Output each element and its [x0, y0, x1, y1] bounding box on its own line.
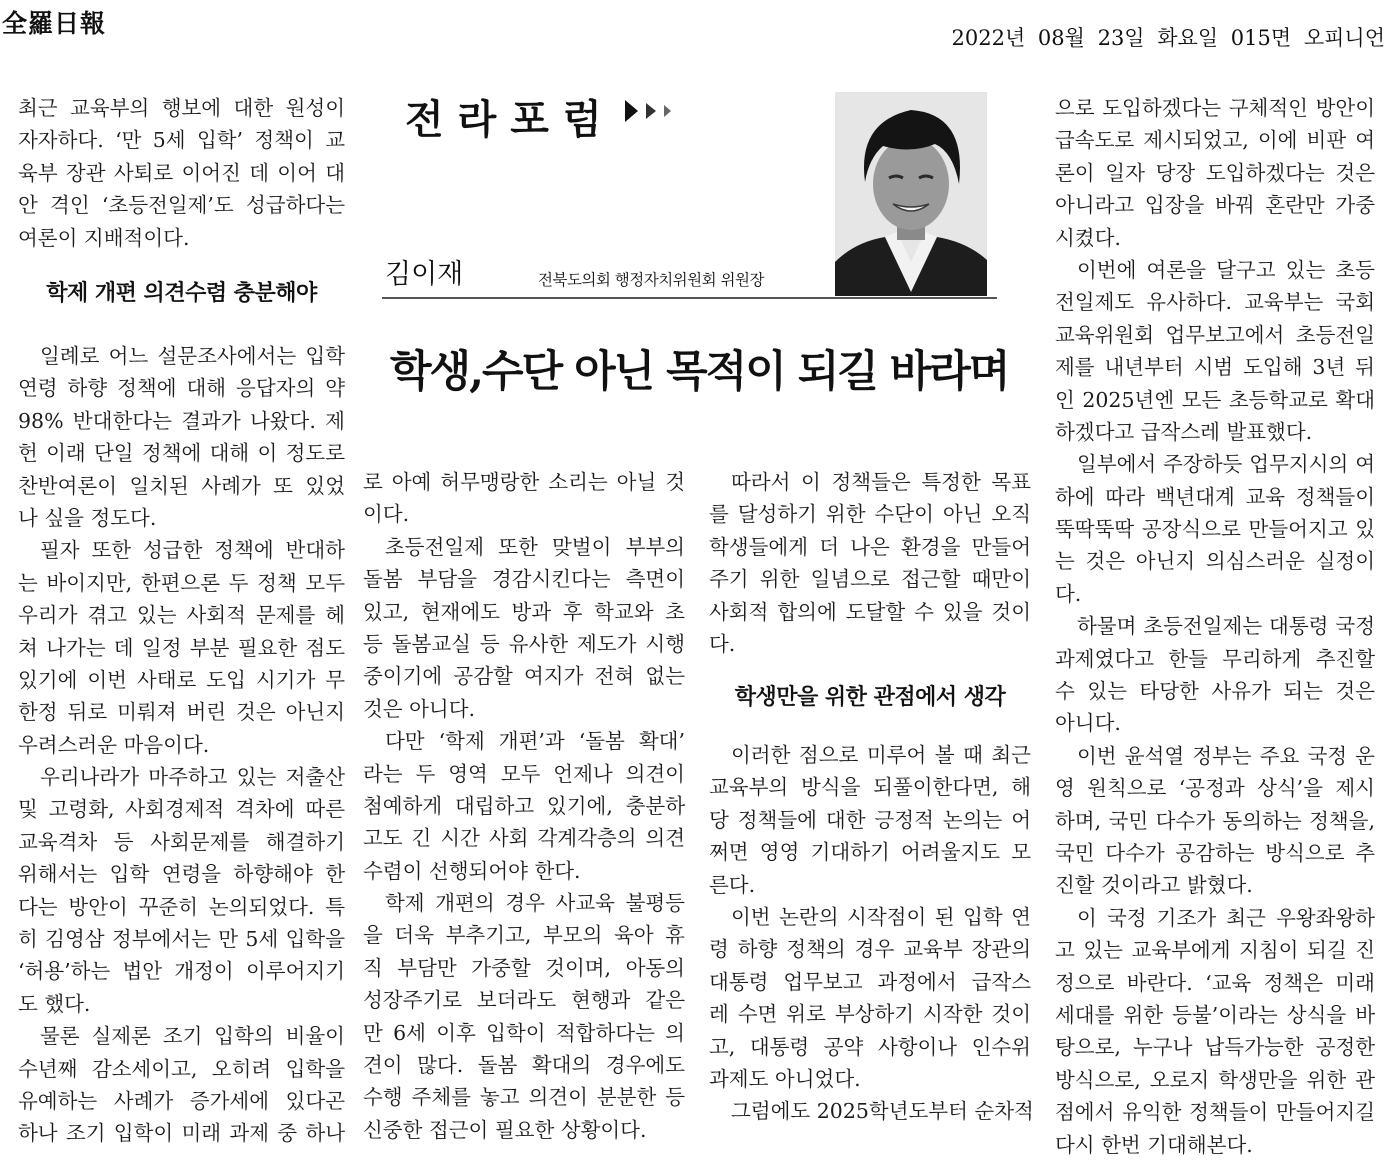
text-line: 이 국정 기조가 최근 우왕좌왕하: [1077, 905, 1375, 930]
text-line: 우리가 겪고 있는 사회적 문제를 헤: [18, 603, 345, 628]
text-line: 고 있는 교육부에게 지침이 되길 진: [1055, 938, 1375, 963]
newspaper-masthead: 全羅日報: [2, 9, 107, 38]
text-line: 과제였다고 한들 무리하게 추진할: [1055, 646, 1375, 671]
text-line: 한정 뒤로 미뤄져 버린 것은 아닌지: [18, 700, 345, 725]
text-line: 이다.: [363, 502, 410, 527]
text-line: 른다.: [709, 872, 756, 897]
text-line: 를 달성하기 위한 수단이 아닌 오직: [709, 502, 1031, 527]
text-line: 정으로 바란다. ‘교육 정책은 미래: [1055, 970, 1375, 995]
text-line: 필자 또한 성급한 정책에 반대하: [40, 538, 345, 563]
text-line: 국민 다수가 공감하는 방식으로 추: [1055, 840, 1375, 865]
triangle-arrow-large-icon: [625, 100, 638, 122]
text-line: 98% 반대한다는 결과가 나왔다. 제: [18, 408, 345, 433]
text-line: 학생들에게 더 나은 환경을 만들어: [709, 534, 1031, 559]
article-column-2: [363, 466, 685, 1146]
text-line: 만 6세 이후 입학이 적합하다는 의: [363, 1020, 685, 1045]
article-column-3-top: [709, 466, 1031, 660]
text-line: 급속도로 제시되었고, 이에 비판 여: [1055, 128, 1375, 153]
text-line: 방식으로, 오로지 학생만을 위한 관: [1055, 1067, 1375, 1092]
text-line: 수년째 감소세이고, 오히려 입학을: [18, 1056, 345, 1081]
text-line: 다는 방안이 꾸준히 논의되었다. 특: [18, 894, 345, 919]
text-line: 뚝딱뚝딱 공장식으로 만들어지고 있: [1055, 517, 1375, 542]
text-line: ‘허용’하는 법안 개정이 이루어지기: [18, 959, 345, 984]
text-line: 찬반여론이 일치된 사례가 또 있었: [18, 473, 345, 498]
text-line: 육부 장관 사퇴로 이어진 데 이어 대: [18, 160, 345, 185]
text-line: 시켰다.: [1055, 225, 1121, 250]
subheading-col3: 학생만을 위한 관점에서 생각: [734, 685, 1006, 710]
text-line: 하나 조기 입학이 미래 과제 중 하나: [18, 1121, 345, 1146]
text-line: 그럼에도 2025학년도부터 순차적: [731, 1099, 1034, 1124]
text-line: 주기 위한 일념으로 접근할 때만이: [709, 567, 1031, 592]
text-line: 여론이 지배적이다.: [18, 225, 190, 250]
text-line: 헌 이래 단일 정책에 대해 이 정도로: [18, 441, 345, 466]
text-line: 점에서 유익한 정책들이 만들어지길: [1055, 1100, 1375, 1125]
text-line: 다.: [1055, 581, 1082, 606]
text-line: 수 있는 타당한 사유가 되는 것은: [1055, 679, 1375, 704]
text-line: 하에 따라 백년대계 교육 정책들이: [1055, 484, 1375, 509]
text-line: 이번 논란의 시작점이 된 입학 연: [731, 904, 1031, 929]
text-line: 고, 대통령 공약 사항이나 인수위: [709, 1034, 1031, 1059]
text-line: 진할 것이라고 밝혔다.: [1055, 873, 1253, 898]
text-line: 쳐 나가는 데 일정 부분 필요한 점도: [18, 635, 345, 660]
text-line: 령 하향 정책의 경우 교육부 장관의: [709, 937, 1031, 962]
text-line: 첨예하게 대립하고 있기에, 충분하: [363, 793, 685, 818]
text-line: 을 더욱 부추기고, 부모의 육아 휴: [363, 923, 685, 948]
text-line: 하물며 초등전일제는 대통령 국정: [1077, 614, 1375, 639]
author-divider: [382, 297, 997, 299]
subheading-col1: 학제 개편 의견수렴 충분해야: [46, 281, 317, 306]
text-line: 있고, 현재에도 방과 후 학교와 초: [363, 599, 685, 624]
text-line: 라는 두 영역 모두 언제나 의견이: [363, 761, 685, 786]
text-line: 탕으로, 누구나 납득가능한 공정한: [1055, 1035, 1375, 1060]
forum-section-title: 전라포럼: [405, 97, 616, 143]
article-headline: 학생,수단 아닌 목적이 되길 바라며: [390, 347, 1009, 397]
text-line: 대통령 업무보고 과정에서 급작스: [709, 969, 1031, 994]
text-line: 성장주기로 보더라도 현행과 같은: [363, 988, 685, 1013]
text-line: 세대를 위한 등불’이라는 상식을 바: [1055, 1002, 1375, 1027]
article-column-4: [1055, 92, 1375, 1161]
text-line: 이번 윤석열 정부는 주요 국정 운: [1077, 743, 1375, 768]
text-line: 다시 한번 기대해본다.: [1055, 1132, 1253, 1157]
text-line: 사회적 합의에 도달할 수 있을 것이: [709, 599, 1031, 624]
text-line: 것은 아니다.: [363, 696, 476, 721]
text-line: 다만 ‘학제 개편’과 ‘돌봄 확대’: [385, 729, 685, 754]
text-line: 학제 개편의 경우 사교육 불평등: [385, 891, 685, 916]
text-line: 수렴이 선행되어야 한다.: [363, 858, 581, 883]
portrait-illustration: [835, 92, 987, 296]
article-column-1-intro: [18, 92, 345, 254]
text-line: 최근 교육부의 행보에 대한 원성이: [18, 96, 345, 120]
issue-dateline: 2022년 08월 23일 화요일 015면 오피니언: [951, 26, 1385, 50]
article-column-3-body: [709, 739, 1034, 1128]
text-line: 히 김영삼 정부에서는 만 5세 입학을: [18, 927, 345, 952]
text-line: 제를 내년부터 시범 도입해 3년 뒤: [1055, 355, 1375, 380]
text-line: 일부에서 주장하듯 업무지시의 여: [1077, 452, 1375, 477]
text-line: 쩌면 영영 기대하기 어려울지도 모: [709, 840, 1031, 865]
text-line: 하겠다고 급작스레 발표했다.: [1055, 419, 1313, 444]
triangle-arrow-medium-icon: [646, 103, 656, 119]
text-line: 우려스러운 마음이다.: [18, 732, 210, 757]
text-line: 이번에 여론을 달구고 있는 초등: [1077, 257, 1375, 282]
article-column-1-body: [18, 340, 345, 1150]
text-line: 과제도 아니었다.: [709, 1066, 861, 1091]
text-line: 자자하다. ‘만 5세 입학’ 정책이 교: [18, 128, 345, 153]
text-line: 초등전일제 또한 맞벌이 부부의: [385, 534, 685, 559]
text-line: 나 싶을 정도다.: [18, 505, 157, 530]
text-line: 및 고령화, 사회경제적 격차에 따른: [18, 797, 345, 822]
author-portrait-photo: [835, 92, 987, 296]
text-line: 교육위원회 업무보고에서 초등전일: [1055, 322, 1375, 347]
text-line: 위해서는 입학 연령을 하향해야 한: [18, 862, 345, 887]
text-line: 등 돌봄교실 등 유사한 제도가 시행: [363, 631, 685, 656]
text-line: 일례로 어느 설문조사에서는 입학: [40, 344, 345, 368]
text-line: 레 수면 위로 부상하기 시작한 것이: [709, 1002, 1031, 1027]
triangle-arrow-small-icon: [664, 105, 671, 117]
text-line: 안 격인 ‘초등전일제’도 성급하다는: [18, 193, 345, 218]
text-line: 영 원칙으로 ‘공정과 상식’을 제시: [1055, 776, 1375, 801]
text-line: 론이 일자 당장 도입하겠다는 것은: [1055, 160, 1375, 185]
text-line: 직 부담만 가중할 것이며, 아동의: [363, 955, 685, 980]
text-line: 당 정책들에 대한 긍정적 논의는 어: [709, 807, 1031, 832]
author-title: 전북도의회 행정자치위원회 위원장: [538, 271, 764, 289]
text-line: 다.: [709, 631, 736, 656]
author-name: 김이재: [385, 259, 464, 290]
text-line: 돌봄 부담을 경감시킨다는 측면이: [363, 567, 685, 592]
triple-triangle-arrows-icon: [625, 100, 671, 122]
text-line: 물론 실제론 조기 입학의 비율이: [40, 1024, 345, 1049]
text-line: 로 아예 허무맹랑한 소리는 아닐 것: [363, 470, 685, 494]
text-line: 는 바이지만, 한편으론 두 정책 모두: [18, 570, 345, 595]
text-line: 중이기에 공감할 여지가 전혀 없는: [363, 664, 685, 689]
text-line: 신중한 접근이 필요한 상황이다.: [363, 1117, 647, 1142]
text-line: 전일제도 유사하다. 교육부는 국회: [1055, 290, 1375, 315]
text-line: 우리나라가 마주하고 있는 저출산: [40, 765, 345, 790]
text-line: 으로 도입하겠다는 구체적인 방안이: [1055, 96, 1375, 120]
text-line: 인 2025년엔 모든 초등학교로 확대: [1055, 387, 1375, 412]
text-line: 고도 긴 시간 사회 각계각층의 의견: [363, 826, 685, 851]
text-line: 교육부의 방식을 되풀이한다면, 해: [709, 775, 1031, 800]
text-line: 는 것은 아닌지 의심스러운 실정이: [1055, 549, 1375, 574]
text-line: 아니다.: [1055, 711, 1121, 736]
text-line: 수행 주체를 놓고 의견이 분분한 등: [363, 1085, 685, 1110]
text-line: 있기에 이번 사태로 도입 시기가 무: [18, 667, 345, 692]
text-line: 아니라고 입장을 바꿔 혼란만 가중: [1055, 193, 1375, 218]
text-line: 유예하는 사례가 증가세에 있다곤: [18, 1088, 345, 1113]
text-line: 하며, 국민 다수가 동의하는 정책을,: [1055, 808, 1375, 833]
text-line: 견이 많다. 돌봄 확대의 경우에도: [363, 1053, 685, 1078]
text-line: 따라서 이 정책들은 특정한 목표: [731, 470, 1031, 494]
text-line: 교육격차 등 사회문제를 해결하기: [18, 829, 345, 854]
text-line: 이러한 점으로 미루어 볼 때 최근: [731, 743, 1031, 767]
text-line: 연령 하향 정책에 대해 응답자의 약: [18, 376, 345, 401]
text-line: 도 했다.: [18, 991, 91, 1016]
